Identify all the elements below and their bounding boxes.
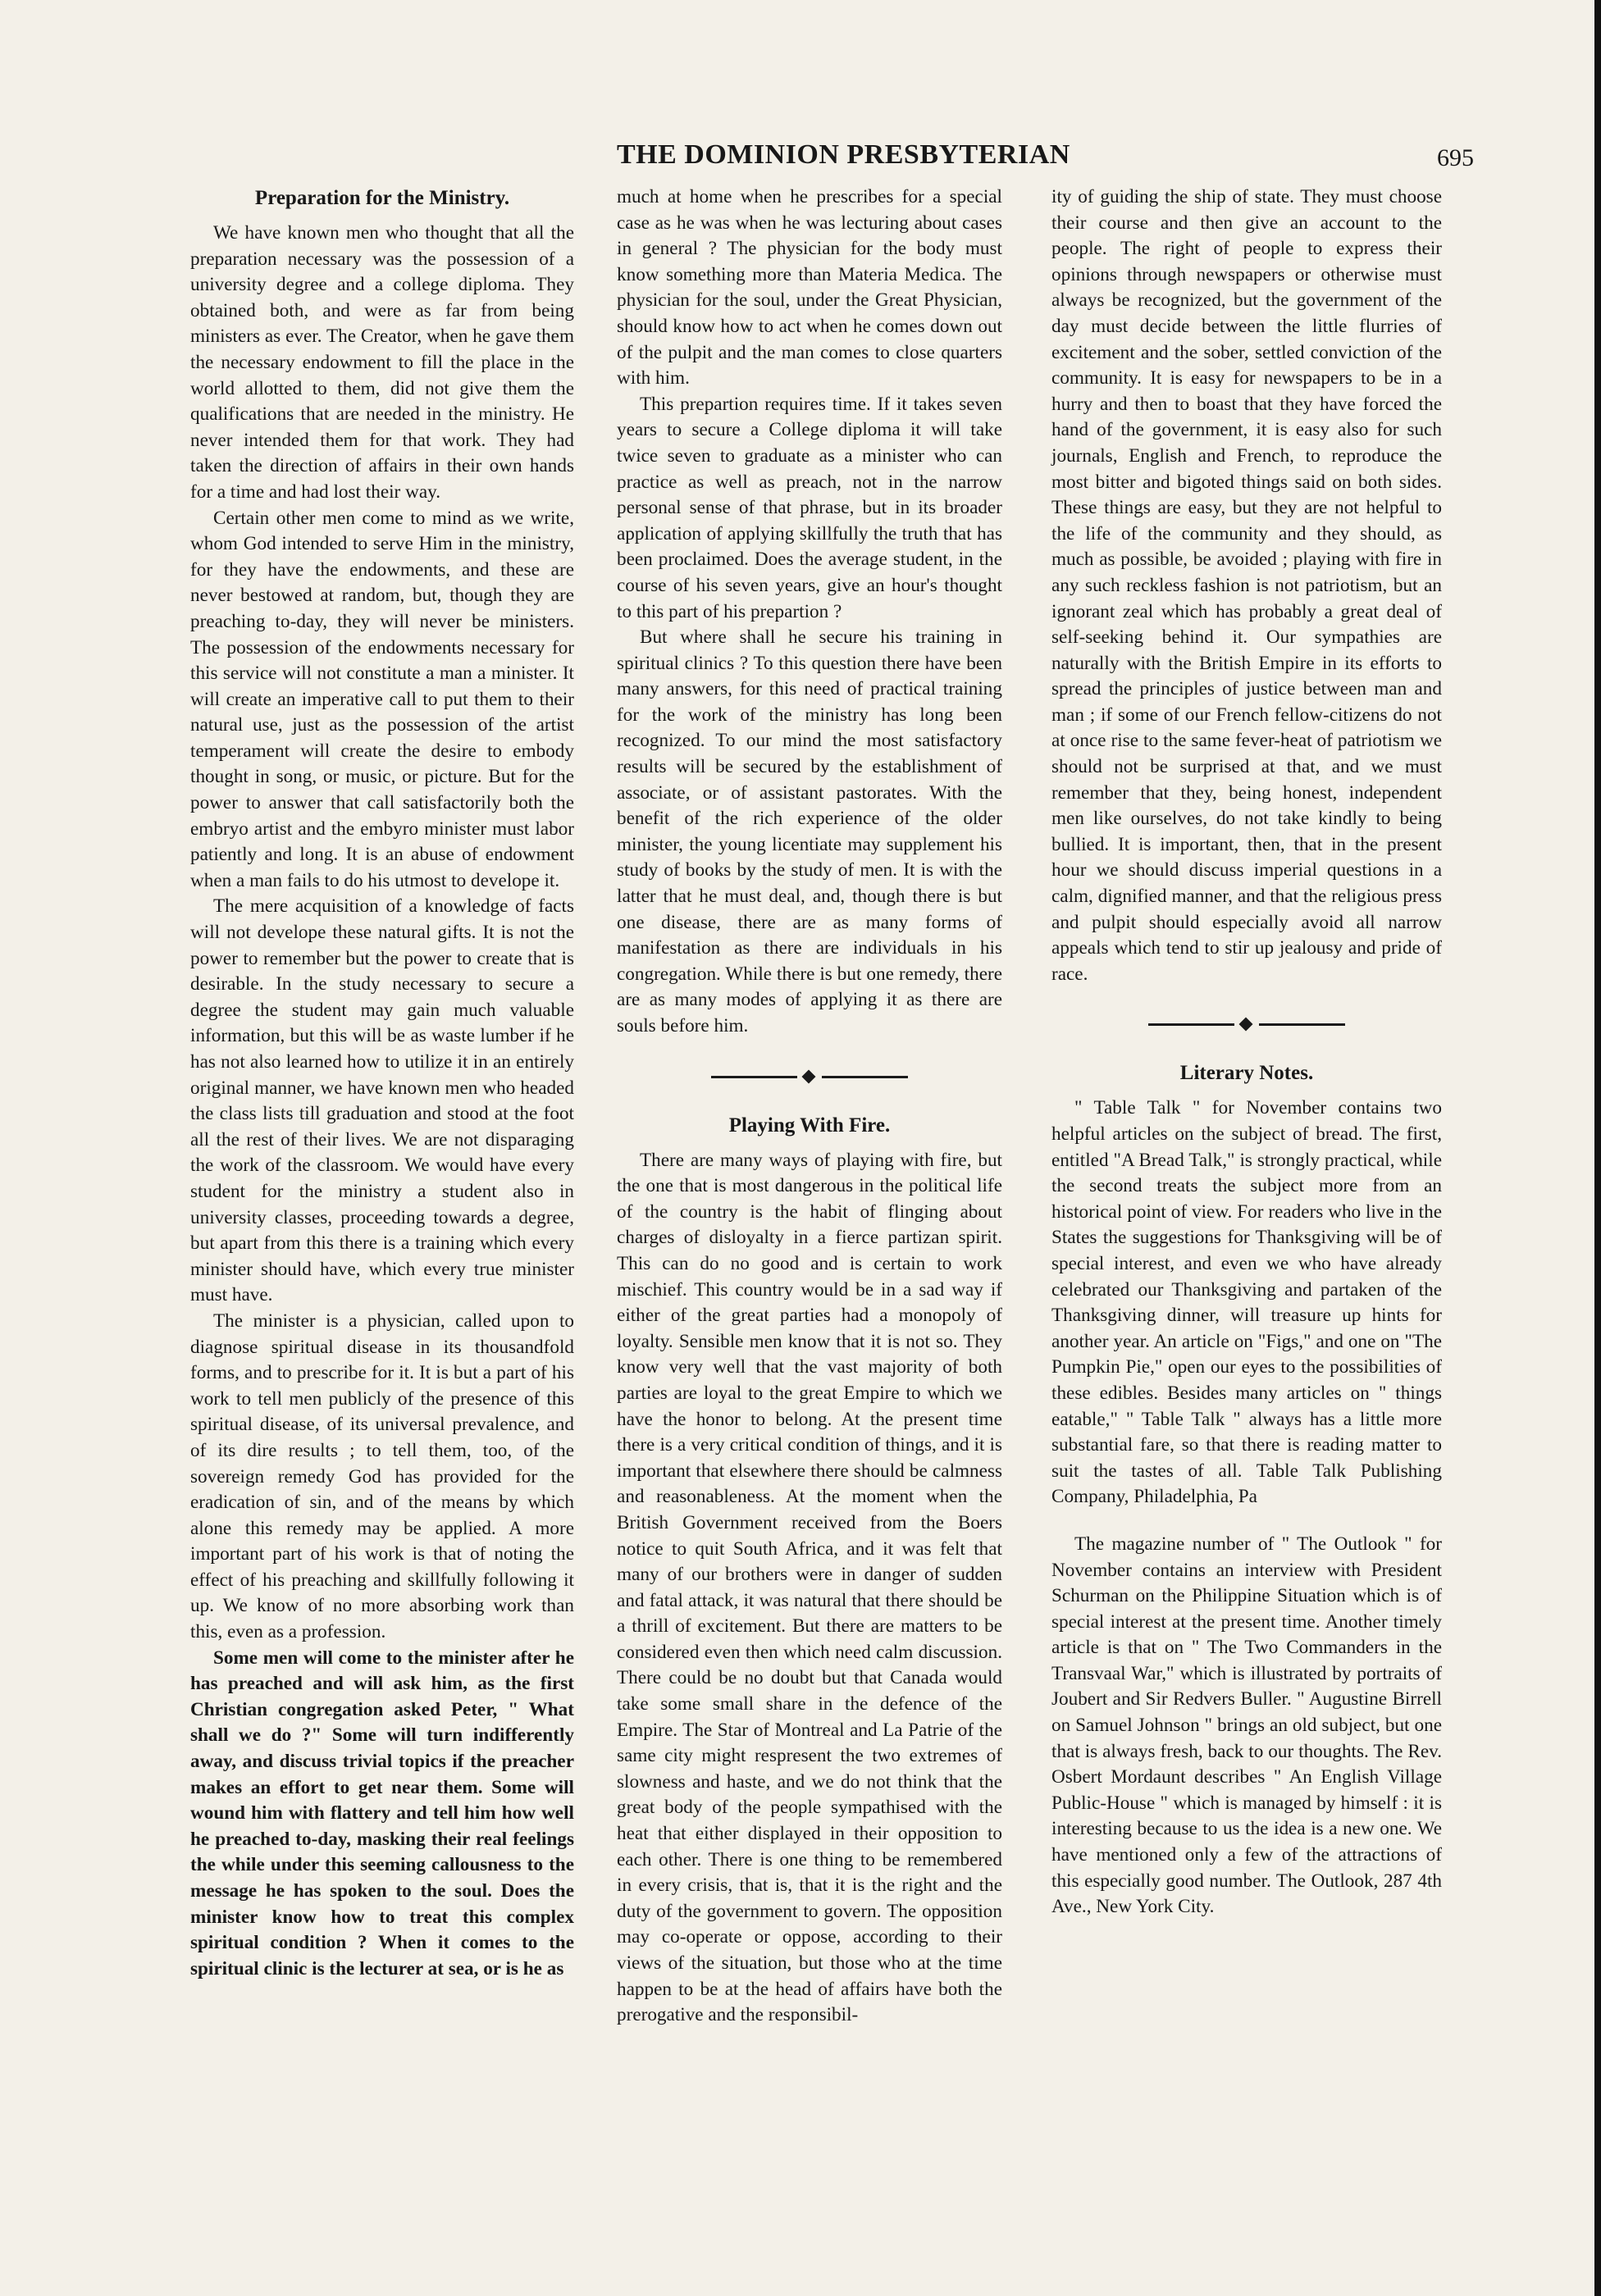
paragraph: But where shall he secure his training in spiritual clinics ? To this question there have been many answers, for this need of practical training for the work of the ministry has long been recognized. To our mind the most satisfactory results will be secured by the establishment of associate, or of assistant pastorates. With the benefit of the rich experience of the older minister, the young licentiate may supplement his study of books by the study of men. It is with the latter that he must deal, and, though there is but one disease, there are as many forms of manifestation as there are individuals in his congregation. While there is but one remedy, there are as many modes of applying it as there are souls before him. (617, 626, 1002, 1036)
article-heading-literary-notes: Literary Notes. (1179, 1062, 1314, 1085)
paragraph: This prepartion requires time. If it takes seven years to secure a College diploma it will take twice seven to graduate as a minister who can practice as well as preach, not in the narrow personal sense of that phrase, but in its broader application of applying skillfully the truth that has been proclaimed. Does the average student, in the course of his seven years, give an hour's thought to this part of his prepartion ? (617, 393, 1002, 622)
page-number: 695 (1437, 144, 1474, 171)
paragraph: Some men will come to the minister after he has preached and will ask him, as the first Christian congregation asked Peter, " What shall we do ?" Some will turn indifferently away, and discuss trivial topics if the preacher makes an effort to get near them. Some will wound him with flattery and tell him how well he preached to-day, masking their real feelings the while under this seeming callousness to the message he has spoken to the soul. Does the minister know how to treat this complex spiritual condition ? When it comes to the spiritual clinic is the lecturer at sea, or is he as (190, 1647, 574, 1979)
column-3 (1051, 184, 1442, 1920)
paragraph: There are many ways of playing with fire, but the one that is most dangerous in the political life of the country is the habit of flinging about charges of disloyalty in a fierce partizan spirit. This can do no good and is certain to work mischief. This country would be in a sad way if either of the great parties had a monopoly of loyalty. Sensible men know that it is not so. They know very well that the vast majority of both parties are loyal to the great Empire to which we have the honor to belong. At the present time there is a very critical condition of things, and it is important that elsewhere there should be calmness and reasonableness. At the moment when the British Government received from the Boers notice to quit South Africa, and it was felt that many of our brothers were in danger of sudden and fatal attack, it was natural that there should be a thrill of excitement. But there are matters to be considered even then which need calm discussion. There could be no doubt but that Canada would take some small share in the defence of the Empire. The Star of Montreal and La Patrie of the same city might respresent the two extremes of slowness and haste, and we do not think that the great body of the people sympathised with the heat that either displayed in their opposition to each other. There is one thing to be remembered in every crisis, that is, that it is the right and the duty of the government to govern. The opposition may co-operate or oppose, according to their views of the situation, but those who at the time happen to be at the head of affairs have both the prerogative and the responsibil- (617, 1149, 1002, 2026)
scan-edge (1594, 0, 1601, 2296)
section-divider (711, 1069, 908, 1084)
paragraph: ity of guiding the ship of state. They must choose their course and then give an account to the people. The right of people to express their opinions through newspapers or otherwise must always be recognized, but the government of the day must decide between the little flurries of excitement and the sober, settled conviction of the community. It is easy for newspapers to be in a hurry and then to boast that they have forced the hand of the government, it is easy also for such journals, English and French, to reproduce the most bitter and bigoted things said on both sides. These things are easy, but they are not helpful to the life of the community and they should, as much as possible, be avoided ; playing with fire in any such reckless fashion is not patriotism, but an ignorant zeal which has probably a great deal of self-seeking behind it. Our sympathies are naturally with the British Empire in its efforts to spread the principles of justice between man and man ; if some of our French fellow-citizens do not at once rise to the same fever-heat of patriotism we should not be surprised at that, and we must remember that they, being honest, independent men like ourselves, do not take kindly to being bullied. It is important, then, that in the present hour we should discuss imperial questions in a calm, dignified manner, and that the religious press and pulpit should especially avoid all narrow appeals which tend to stir up jealousy and pride of race. (1051, 186, 1442, 985)
paragraph: The magazine number of " The Outlook " for November contains an interview with President Schurman on the Philippine Situation which is of special interest at the present time. Another timely article is that on " The Two Commanders in the Transvaal War," which is illustrated by portraits of Joubert and Sir Redvers Buller. " Augustine Birrell on Samuel Johnson " brings an old subject, but one that is always fresh, back to our thoughts. The Rev. Osbert Mordaunt describes " An English Village Public-House " which is managed by himself : it is interesting because to us the idea is a new one. We have mentioned only a few of the attractions of this especially good number. The Outlook, 287 4th Ave., New York City. (1051, 1533, 1442, 1918)
article-heading-preparation: Preparation for the Ministry. (254, 187, 510, 209)
column-2 (617, 184, 1002, 2029)
article-heading-playing-with-fire: Playing With Fire. (728, 1114, 891, 1137)
section-divider (1148, 1017, 1345, 1032)
running-title: THE DOMINION PRESBYTERIAN (617, 139, 1070, 170)
paragraph: We have known men who thought that all the preparation necessary was the possession of a university degree and a college diploma. They obtained both, and were as far from being ministers as ever. The Creator, when he gave them the necessary endowment to fill the place in the world allotted to them, did not give them the qualifications that are needed in the ministry. He never intended them for that work. They had taken the direction of affairs in their own hands for a time and had lost their way. (190, 222, 574, 503)
column-1 (190, 184, 574, 1982)
paragraph: The mere acquisition of a knowledge of facts will not develope these natural gifts. It is not the power to remember but the power to create that is desirable. In the study necessary to secure a degree the student may gain much valuable information, but this will be as waste lumber if he has not also learned how to utilize it in an entirely original manner, we have known men who headed the class lists till graduation and stood at the foot all the rest of their lives. We are not disparaging the work of the classroom. We would have every student for the ministry a student also in university classes, proceeding towards a degree, but apart from this there is a training which every minister should have, which every true minister must have. (190, 895, 574, 1306)
paragraph: Certain other men come to mind as we write, whom God intended to serve Him in the ministry, for they have the endowments, and these are never bestowed at random, but, though they are preaching to-day, they will never be ministers. The possession of the endowments necessary for this service will not constitute a man a minister. It will create an imperative call to put them to their natural use, just as the possession of the artist temperament will create the desire to embody thought in song, or music, or picture. But for the power to answer that call satisfactorily both the embryo artist and the embyro minister must labor patiently and long. It is an abuse of endowment when a man fails to do his utmost to develope it. (190, 507, 574, 891)
paragraph: much at home when he prescribes for a special case as he was when he was lecturing about cases in general ? The physician for the body must know something more than Materia Medica. The physician for the soul, under the Great Physician, should know how to act when he comes down out of the pulpit and the man comes to close quarters with him. (617, 186, 1002, 390)
paragraph: " Table Talk " for November contains two helpful articles on the subject of bread. The first, entitled "A Bread Talk," is strongly practical, while the second treats the subject more from an historical point of view. For readers who live in the States the suggestions for Thanksgiving will be of special interest, and even we who have already celebrated our Thanksgiving and partaken of the Thanksgiving dinner, will treasure up hints for another year. An article on "Figs," and one on "The Pumpkin Pie," open our eyes to the possibilities of these edibles. Besides many articles on " things eatable," " Table Talk " always has a little more substantial fare, so that there is reading matter to suit the tastes of all. Table Talk Publishing Company, Philadelphia, Pa (1051, 1097, 1442, 1508)
paragraph: The minister is a physician, called upon to diagnose spiritual disease in its thousandfold forms, and to prescribe for it. It is but a part of his work to tell men publicly of the presence of this spiritual disease, of its universal prevalence, and of its dire results ; to tell them, too, of the sovereign remedy God has provided for the eradication of sin, and of the means by which alone this remedy may be applied. A more important part of his work is that of noting the effect of his preaching and skillfully following it up. We know of no more absorbing work than this, even as a profession. (190, 1310, 574, 1643)
